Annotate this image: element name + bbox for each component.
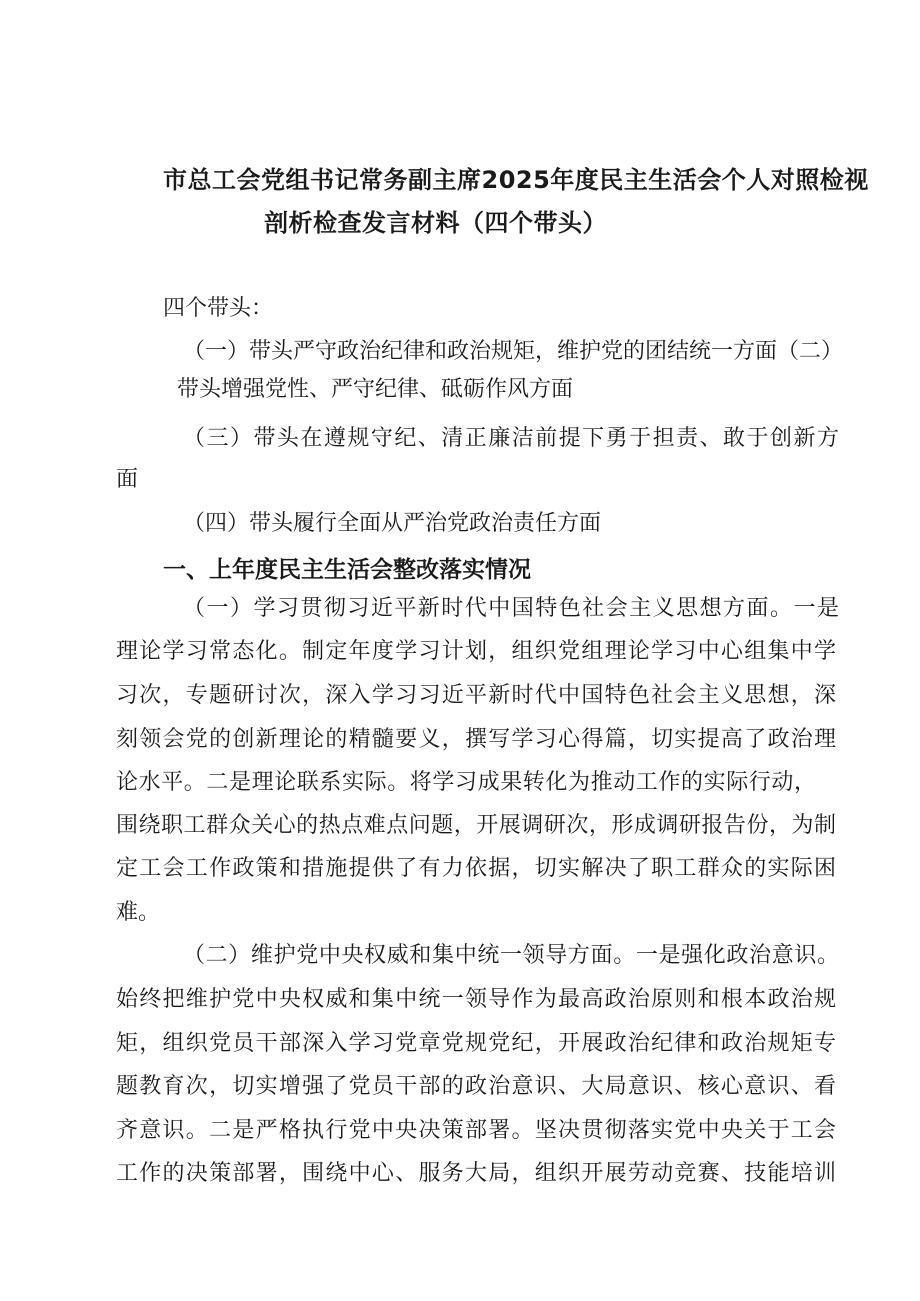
para1-line-7: 定工会工作政策和措施提供了有力依据，切实解决了职工群众的实际困 <box>116 856 836 881</box>
para2-line-4: 题教育次，切实增强了党员干部的政治意识、大局意识、核心意识、看 <box>116 1074 836 1099</box>
para1-line-6: 围绕职工群众关心的热点难点问题，开展调研次，形成调研报告份，为制 <box>116 813 836 838</box>
item-line-5: （四）带头履行全面从严治党政治责任方面 <box>183 511 602 536</box>
para1-line-5: 论水平。二是理论联系实际。将学习成果转化为推动工作的实际行动， <box>116 770 816 795</box>
item-line-1: （一）带头严守政治纪律和政治规矩，维护党的团结统一方面（二） <box>183 339 844 364</box>
intro-label: 四个带头： <box>163 296 274 321</box>
para1-line-8: 难。 <box>116 900 161 925</box>
document-title-line-2: 剖析检查发言材料（四个带头） <box>264 209 607 237</box>
para2-line-1: （二）维护党中央权威和集中统一领导方面。一是强化政治意识。 <box>183 943 839 968</box>
section-1-heading: 一、上年度民主生活会整改落实情况 <box>163 557 531 583</box>
item-line-4: 面 <box>116 467 139 492</box>
para1-line-2: 理论学习常态化。制定年度学习计划，组织党组理论学习中心组集中学 <box>116 639 836 664</box>
para1-line-4: 刻领会党的创新理论的精髓要义，撰写学习心得篇，切实提高了政治理 <box>116 727 836 752</box>
item-line-3: （三）带头在遵规守纪、清正廉洁前提下勇于担责、敢于创新方 <box>183 426 839 451</box>
para2-line-5: 齐意识。二是严格执行党中央决策部署。坚决贯彻落实党中央关于工会 <box>116 1118 836 1143</box>
para2-line-2: 始终把维护党中央权威和集中统一领导作为最高政治原则和根本政治规 <box>116 987 836 1012</box>
para1-line-1: （一）学习贯彻习近平新时代中国特色社会主义思想方面。一是 <box>183 596 839 621</box>
para2-line-6: 工作的决策部署，围绕中心、服务大局，组织开展劳动竞赛、技能培训 <box>116 1161 836 1186</box>
document-title-line-1: 市总工会党组书记常务副主席2025年度民主生活会个人对照检视 <box>163 166 869 194</box>
para2-line-3: 矩，组织党员干部深入学习党章党规党纪，开展政治纪律和政治规矩专 <box>116 1031 836 1056</box>
para1-line-3: 习次，专题研讨次，深入学习习近平新时代中国特色社会主义思想，深 <box>116 683 836 708</box>
item-line-2: 带头增强党性、严守纪律、砥砺作风方面 <box>177 377 574 402</box>
